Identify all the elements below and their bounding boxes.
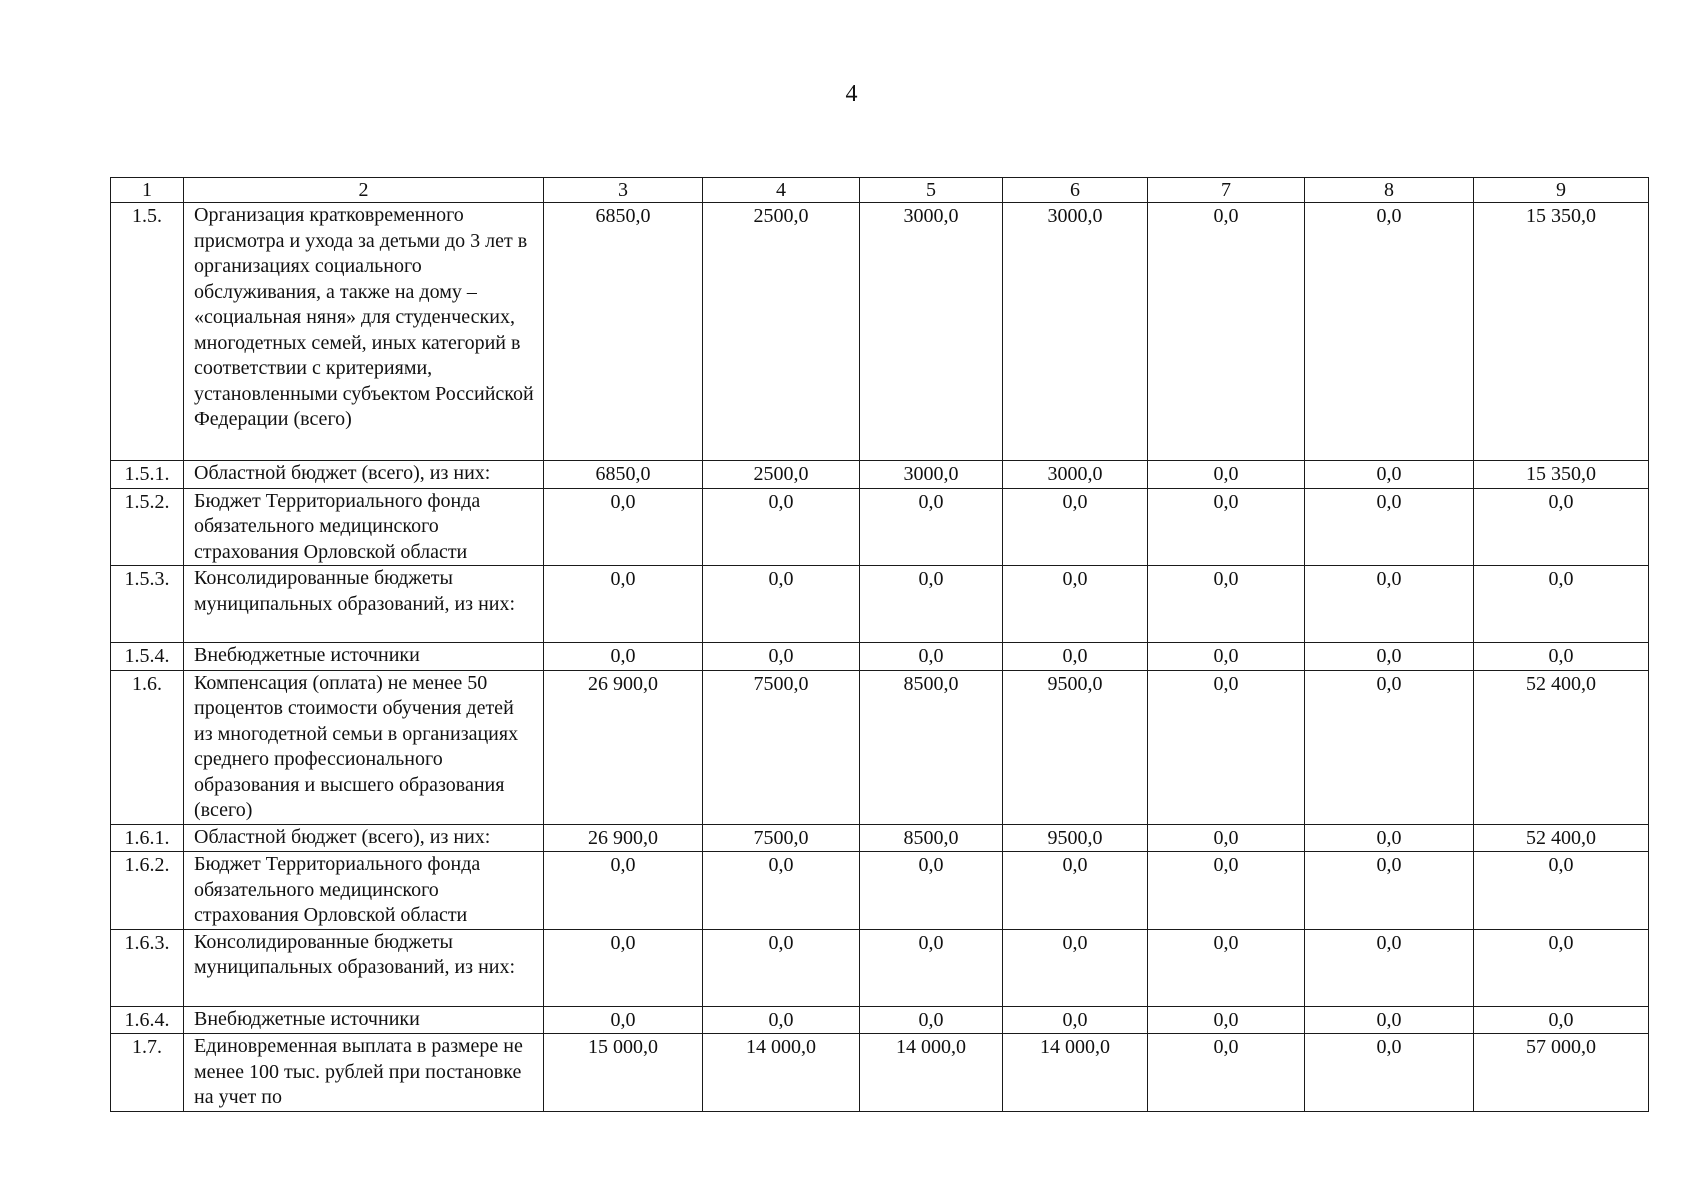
row-description: Организация кратковременного присмотра и ухода за детьми до 3 лет в организациях социального обслуживания, а также на дому – «социальная няня» для студенческих, многодетных семей, иных категорий в соответствии с критериями, установленными субъектом Российской Федерации (всего) [184,203,544,461]
value-cell: 0,0 [1305,643,1474,671]
value-cell: 0,0 [544,643,703,671]
value-cell: 0,0 [1003,929,1148,1006]
row-description: Бюджет Территориального фонда обязательного медицинского страхования Орловской области [184,852,544,930]
column-header: 3 [544,178,703,203]
value-cell: 0,0 [1305,1006,1474,1034]
table-row [111,566,1649,643]
value-cell: 0,0 [1148,929,1305,1006]
value-cell: 0,0 [860,488,1003,566]
row-number: 1.6.1. [111,824,184,852]
value-cell: 2500,0 [703,461,860,489]
value-cell: 0,0 [1474,488,1649,566]
row-description: Единовременная выплата в размере не менее 100 тыс. рублей при постановке на учет по [184,1034,544,1112]
row-description: Областной бюджет (всего), из них: [184,824,544,852]
value-cell: 9500,0 [1003,824,1148,852]
value-cell: 0,0 [1003,1006,1148,1034]
value-cell: 8500,0 [860,824,1003,852]
value-cell: 2500,0 [703,203,860,461]
value-cell: 15 350,0 [1474,203,1649,461]
value-cell: 26 900,0 [544,670,703,824]
value-cell: 0,0 [1305,488,1474,566]
row-description: Консолидированные бюджеты муниципальных образований, из них: [184,566,544,643]
value-cell: 52 400,0 [1474,824,1649,852]
column-header: 8 [1305,178,1474,203]
value-cell: 0,0 [1305,1034,1474,1112]
value-cell: 3000,0 [860,461,1003,489]
value-cell: 26 900,0 [544,824,703,852]
table-row [111,824,1649,852]
value-cell: 0,0 [1003,852,1148,930]
row-number: 1.6.4. [111,1006,184,1034]
value-cell: 0,0 [544,488,703,566]
value-cell: 9500,0 [1003,670,1148,824]
value-cell: 0,0 [544,1006,703,1034]
value-cell: 0,0 [860,643,1003,671]
value-cell: 0,0 [1474,566,1649,643]
row-description: Внебюджетные источники [184,643,544,671]
column-header: 7 [1148,178,1305,203]
value-cell: 0,0 [860,566,1003,643]
value-cell: 0,0 [1148,566,1305,643]
row-description: Компенсация (оплата) не менее 50 процентов стоимости обучения детей из многодетной семьи в организациях среднего профессионального образования и высшего образования (всего) [184,670,544,824]
table-row [111,488,1649,566]
value-cell: 0,0 [1305,203,1474,461]
value-cell: 15 000,0 [544,1034,703,1112]
value-cell: 0,0 [544,852,703,930]
value-cell: 0,0 [1148,670,1305,824]
table-row [111,929,1649,1006]
table-row [111,643,1649,671]
row-number: 1.7. [111,1034,184,1112]
value-cell: 0,0 [1148,852,1305,930]
page-number: 4 [845,81,858,107]
value-cell: 0,0 [703,852,860,930]
value-cell: 0,0 [703,566,860,643]
value-cell: 0,0 [1003,566,1148,643]
value-cell: 0,0 [1148,1006,1305,1034]
value-cell: 14 000,0 [703,1034,860,1112]
value-cell: 0,0 [1305,824,1474,852]
value-cell: 14 000,0 [860,1034,1003,1112]
value-cell: 6850,0 [544,203,703,461]
column-header: 1 [111,178,184,203]
value-cell: 0,0 [1474,643,1649,671]
column-header: 9 [1474,178,1649,203]
row-number: 1.5.2. [111,488,184,566]
value-cell: 0,0 [860,1006,1003,1034]
row-description: Бюджет Территориального фонда обязательного медицинского страхования Орловской области [184,488,544,566]
row-number: 1.6.2. [111,852,184,930]
row-number: 1.5. [111,203,184,461]
column-header: 2 [184,178,544,203]
value-cell: 7500,0 [703,824,860,852]
table-row [111,203,1649,461]
table-row [111,1006,1649,1034]
table-row [111,461,1649,489]
value-cell: 0,0 [1305,566,1474,643]
table-row [111,1034,1649,1112]
value-cell: 6850,0 [544,461,703,489]
value-cell: 0,0 [1003,643,1148,671]
value-cell: 0,0 [544,929,703,1006]
value-cell: 0,0 [1474,929,1649,1006]
value-cell: 0,0 [544,566,703,643]
value-cell: 3000,0 [860,203,1003,461]
table-row [111,852,1649,930]
budget-table [110,177,1649,1112]
column-header: 6 [1003,178,1148,203]
value-cell: 52 400,0 [1474,670,1649,824]
value-cell: 3000,0 [1003,203,1148,461]
row-number: 1.5.4. [111,643,184,671]
row-description: Консолидированные бюджеты муниципальных образований, из них: [184,929,544,1006]
value-cell: 0,0 [860,852,1003,930]
column-header: 5 [860,178,1003,203]
column-header: 4 [703,178,860,203]
value-cell: 0,0 [703,1006,860,1034]
value-cell: 0,0 [1305,670,1474,824]
value-cell: 0,0 [1003,488,1148,566]
value-cell: 0,0 [1474,852,1649,930]
row-number: 1.5.1. [111,461,184,489]
value-cell: 0,0 [703,488,860,566]
row-number: 1.5.3. [111,566,184,643]
value-cell: 0,0 [703,643,860,671]
value-cell: 57 000,0 [1474,1034,1649,1112]
row-description: Областной бюджет (всего), из них: [184,461,544,489]
value-cell: 0,0 [1305,852,1474,930]
value-cell: 0,0 [703,929,860,1006]
value-cell: 15 350,0 [1474,461,1649,489]
value-cell: 8500,0 [860,670,1003,824]
value-cell: 3000,0 [1003,461,1148,489]
value-cell: 0,0 [860,929,1003,1006]
value-cell: 0,0 [1148,643,1305,671]
value-cell: 0,0 [1148,488,1305,566]
value-cell: 7500,0 [703,670,860,824]
row-number: 1.6. [111,670,184,824]
value-cell: 14 000,0 [1003,1034,1148,1112]
value-cell: 0,0 [1148,1034,1305,1112]
table-header-row [111,178,1649,203]
value-cell: 0,0 [1148,824,1305,852]
table-row [111,670,1649,824]
value-cell: 0,0 [1148,461,1305,489]
row-number: 1.6.3. [111,929,184,1006]
row-description: Внебюджетные источники [184,1006,544,1034]
value-cell: 0,0 [1305,461,1474,489]
value-cell: 0,0 [1148,203,1305,461]
value-cell: 0,0 [1305,929,1474,1006]
value-cell: 0,0 [1474,1006,1649,1034]
